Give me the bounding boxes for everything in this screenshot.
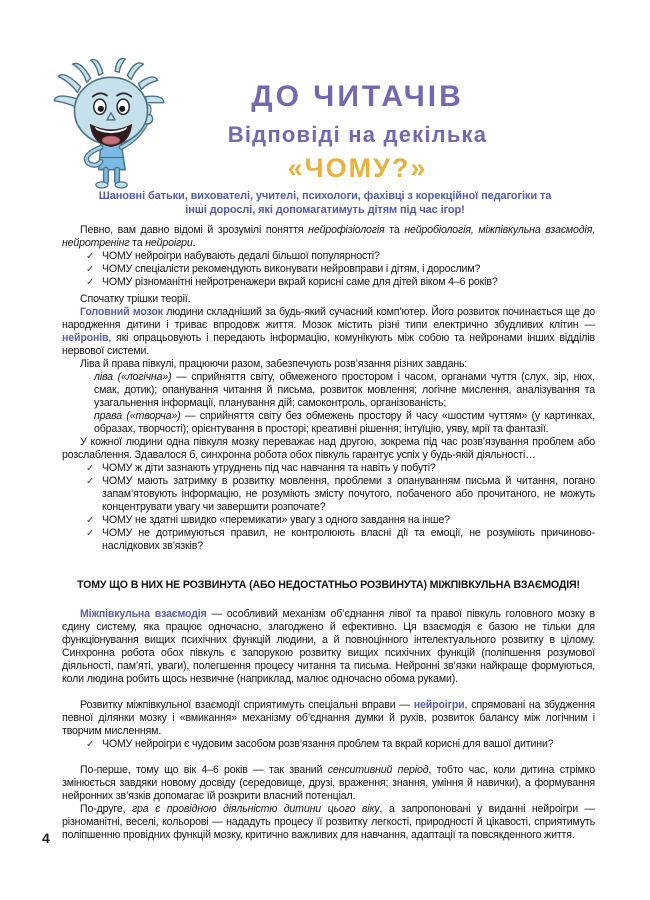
text-segment: Спочатку трішки теорії. — [80, 293, 191, 305]
checklist-item — [62, 263, 595, 276]
page-title-accent: «ЧОМУ?» — [287, 153, 428, 183]
paragraph — [94, 410, 595, 436]
body-text — [62, 224, 595, 842]
text-segment: ЧОМУ спеціалісти рекомендують виконувати нейровправи і дітям, і дорослим? — [102, 263, 481, 275]
check-icon: ✓ — [86, 277, 95, 288]
text-segment: та — [129, 237, 146, 249]
checklist-item — [62, 514, 595, 527]
emphasis-line — [62, 579, 595, 592]
checklist-item-text — [102, 738, 595, 751]
text-segment: ліва («логічна») — [94, 371, 172, 383]
text-segment: Головний мозок — [80, 306, 163, 318]
check-icon: ✓ — [86, 251, 95, 262]
checklist-item-text — [102, 462, 595, 475]
neuron-mascot-illustration — [50, 56, 170, 190]
checklist-item-text — [102, 263, 595, 276]
text-segment: , спрямовані на збудження певної ділянки мозку і «вмикання» механізму об’єднання думки й рухів, розвиток балансу між логічним і творчим мисленням. — [62, 699, 595, 737]
text-segment: ЧОМУ різноманітні нейротренажери вкрай корисні саме для дітей віком 4–6 років? — [102, 276, 498, 288]
paragraph — [62, 293, 595, 306]
paragraph — [62, 358, 595, 371]
text-segment: , які опрацьовують і передають інформацію, комунікують між собою та нейронами інших відділів нервової системи. — [62, 332, 595, 357]
check-icon: ✓ — [86, 739, 95, 750]
checklist-item — [62, 462, 595, 475]
text-segment: сенситивний період — [327, 764, 429, 776]
text-segment: права («творча») — [94, 410, 181, 422]
text-segment: нейронів — [62, 332, 109, 344]
paragraph — [62, 803, 595, 842]
text-segment: По-перше, тому що вік 4–6 років — так званий — [80, 764, 328, 776]
page-number: 4 — [42, 830, 50, 846]
paragraph — [62, 764, 595, 803]
text-segment: , а запропоновані у виданні нейроігри — різноманітні, веселі, кольорові — нададуть процесу її розвитку легкості, природності й цікавості, сприятимуть поліпшенню провідних функцій мозку, критично важливих для навчання, адаптації та повсякденного життя. — [62, 803, 595, 841]
checklist-item-text — [102, 527, 595, 553]
text-segment: ЧОМУ нейроігри є чудовим засобом розв’язання проблем та вкрай корисні для вашої дитини? — [102, 738, 554, 750]
paragraph — [62, 608, 595, 686]
page-subtitle-line: Відповіді на декілька — [227, 122, 488, 147]
text-segment: людини складніший за будь-який сучасний комп’ютер. Його розвиток починається ще до народження дитини і триває впродовж життя. Мозок містить різні типи електрично збудливих клітин — — [62, 306, 595, 331]
paragraph — [62, 699, 595, 738]
text-segment: ЧОМУ мають затримку в розвитку мовлення, проблеми з опануванням письма й читання, погано запам’ятовують інформацію, не розуміють змісту почутого, побаченого або прочитаного, не можуть концентрувати увагу чи завершити розпочате? — [102, 475, 595, 513]
paragraph — [94, 371, 595, 410]
text-segment: Ліва й права півкулі, працюючи разом, забезпечують розв’язання різних завдань: — [80, 358, 468, 370]
text-segment: . — [192, 237, 196, 249]
text-segment: ЧОМУ нейроігри набувають дедалі більшої популярності? — [102, 250, 380, 262]
paragraph — [62, 224, 595, 250]
text-segment: нейроігри — [145, 237, 193, 249]
text-segment: У кожної людини одна півкуля мозку переважає над другою, зокрема під час розв’язування проблем або розслаблення. Здавалося б, синхронна робота обох півкуль гарантує успіх у будь-якій діяльності… — [62, 436, 595, 461]
page-title: ДО ЧИТАЧІВ — [251, 80, 464, 113]
checklist-item — [62, 276, 595, 289]
check-icon: ✓ — [86, 264, 95, 275]
text-segment: нейрофізіологія — [308, 224, 385, 236]
checklist-item — [62, 475, 595, 514]
text-segment: , тобто час, коли дитина стрімко змінюється завдяки новому досвіду (середовище, друзі, враження; знання, уміння й навички), а формування нейронних зв’язків допомагає їй розкрити власний потенціал. — [62, 764, 595, 802]
text-segment: ЧОМУ не здатні швидко «перемикати» увагу з одного завдання на інше? — [102, 514, 450, 526]
text-segment: По-друге, — [80, 803, 132, 815]
address-to-readers: Шановні батьки, вихователі, учителі, психологи, фахівці з корекційної педагогіки та інші дорослі, які допомагатимуть дітям під час ігор! — [98, 190, 552, 216]
check-icon: ✓ — [86, 515, 95, 526]
paragraph — [62, 436, 595, 462]
text-segment: ЧОМУ не дотримуються правил, не контролюють власні дії та емоції, не розуміють причиново-наслідкових зв’язків? — [102, 527, 595, 552]
text-segment: — особливий механізм об’єднання лівої та правої півкуль головного мозку в єдину систему, яка працює одночасно, злагоджено й ефективно. Ця взаємодія є базою не тільки для функціонування вищих психічних функцій людини, а й повноцінного інтелектуального розвитку в цілому. Синхронна робота обох півкуль є запорукою розвитку вищих психічних функцій (поліпшення розумової діяльності, пам’яті, уваги), полегшення процесу читання та письма. Нейронні зв’язки найкраще формуються, коли людина робить щось незвичне (наприклад, малює одночасно обома руками). — [62, 608, 595, 685]
text-segment: Певно, вам давно відомі й зрозумілі поняття — [80, 224, 309, 236]
checklist-item — [62, 738, 595, 751]
text-segment: та — [384, 224, 405, 236]
text-segment: ЧОМУ ж діти зазнають утруднень під час навчання та навіть у побуті? — [102, 462, 436, 474]
text-segment: — сприйняття світу без обмежень простору й часу «шостим чуттям» (у картинках, образах, творчості); орієнтування в просторі; креативні рішення; інтуїцію, уяву, мрії та фантазії. — [94, 410, 595, 435]
check-icon: ✓ — [86, 463, 95, 474]
text-segment: нейробіологія, міжпівкульна взаємодія, нейротренінг — [62, 224, 595, 249]
text-segment: гра є провідною діяльністю дитини цього віку — [131, 803, 380, 815]
text-segment: Міжпівкульна взаємодія — [80, 608, 207, 620]
text-segment: нейроігри — [413, 699, 465, 711]
checklist-item-text — [102, 276, 595, 289]
checklist-item — [62, 527, 595, 553]
checklist-item-text — [102, 250, 595, 263]
check-icon: ✓ — [86, 476, 95, 487]
checklist-item — [62, 250, 595, 263]
checklist-item-text — [102, 475, 595, 514]
check-icon: ✓ — [86, 528, 95, 539]
text-segment: ТОМУ ЩО В НИХ НЕ РОЗВИНУТА (АБО НЕДОСТАТНЬО РОЗВИНУТА) МІЖПІВКУЛЬНА ВЗАЄМОДІЯ! — [77, 579, 580, 591]
text-segment: Розвитку міжпівкульної взаємодії сприятимуть спеціальні вправи — — [80, 699, 414, 711]
paragraph — [62, 306, 595, 358]
text-segment: — сприйняття світу, обмеженого простором і часом, органами чуття (слух, зір, нюх, смак, дотик); опанування читання й письма, розвиток мовлення; логічне мислення, аналізування та узагальнення інформації, планування дій; самоконтроль, організованість; — [94, 371, 595, 409]
page-header — [175, 80, 540, 184]
checklist-item-text — [102, 514, 595, 527]
